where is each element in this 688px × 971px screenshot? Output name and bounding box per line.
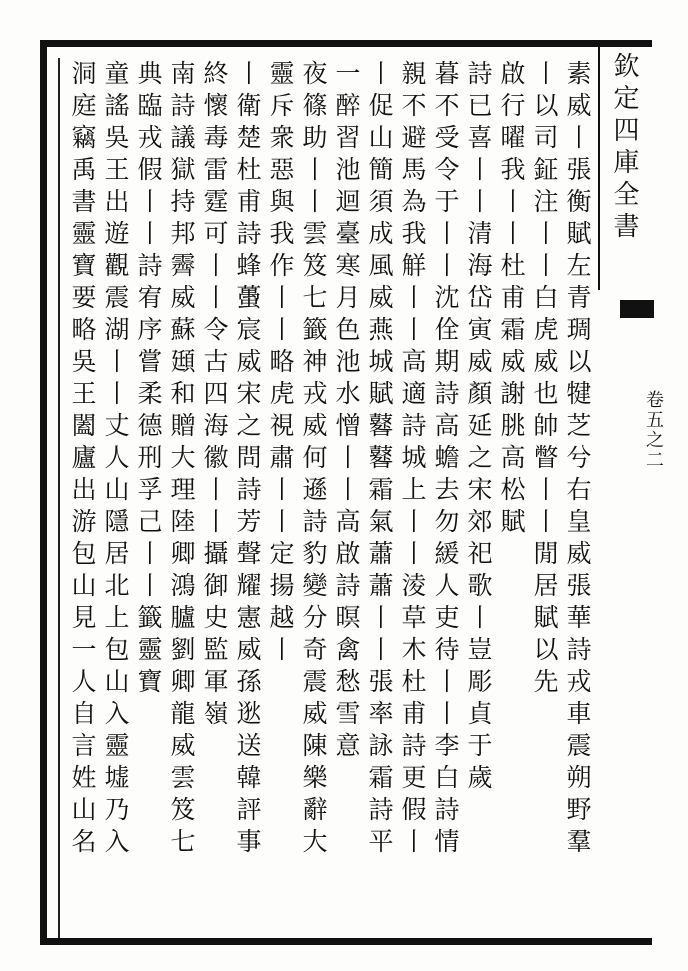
text-column: 啟行曜我丨丨杜甫霜威謝朓高松賦 [497, 60, 526, 540]
text-column: 典臨戎假丨丨詩宥序嘗柔德刑孚己丨丨籤靈寶 [134, 60, 163, 700]
text-column: 丨促山簡須成風威燕城賦鼛鼛霜氣蕭蕭丨丨張率詠霜詩平 [365, 60, 394, 860]
text-column: 素威丨張衡賦左青琱以犍芝兮右皇威張華詩戎車震朔野羣 [563, 60, 592, 860]
text-column: 童謠吳王出遊觀震湖丨丨丈人山隱居北上包山入靈墟乃入 [101, 60, 130, 860]
text-column: 詩已喜丨丨清海岱寅威顏延之宋郊祀歌丨豈彫貞于歲 [464, 60, 493, 796]
text-column: 靈斥衆惡與我作丨丨略虎視肅丨丨定揚越丨 [266, 60, 295, 668]
fishtail-mark [620, 300, 654, 318]
text-column: 暮不受令于丨丨沈佺期詩高蟾去勿緩人吏待丨丨李白詩情 [431, 60, 460, 860]
book-title: 欽定四庫全書 [609, 52, 639, 244]
text-column: 一醉習池迴臺寒月色池水憎丨丨高啟詩暝禽愁雪意 [332, 60, 361, 764]
text-column: 南詩議獄持邦霽威蘇頲和贈大理陸卿鴻臚劉卿龍威雲笈七 [167, 60, 196, 860]
text-column: 丨衛楚杜甫詩蜂蠆宸威宋之問詩芳聲耀憲威孫逖送韓評事 [233, 60, 262, 860]
text-column: 丨以司鉦注丨丨白虎威也帥瞥丨丨閒居賦以先 [530, 60, 559, 700]
text-column: 終懷毒雷霆可丨丨令古四海徽丨丨攝御史監軍嶺 [200, 60, 229, 732]
text-column: 夜篠助丨丨雲笈七籤神戎威何遜詩豹變分奇震威陳樂辭大 [299, 60, 328, 860]
juan-label: 卷五之二 [643, 390, 664, 470]
inner-rule [58, 58, 60, 938]
text-column-last: 洞庭竊禹書靈寶要略吳王闔廬出游包山見一人自言姓山名 [68, 60, 97, 860]
text-column: 親不避馬為我觧丨丨高適詩城上丨丨淩草木杜甫詩更假丨 [398, 60, 427, 860]
